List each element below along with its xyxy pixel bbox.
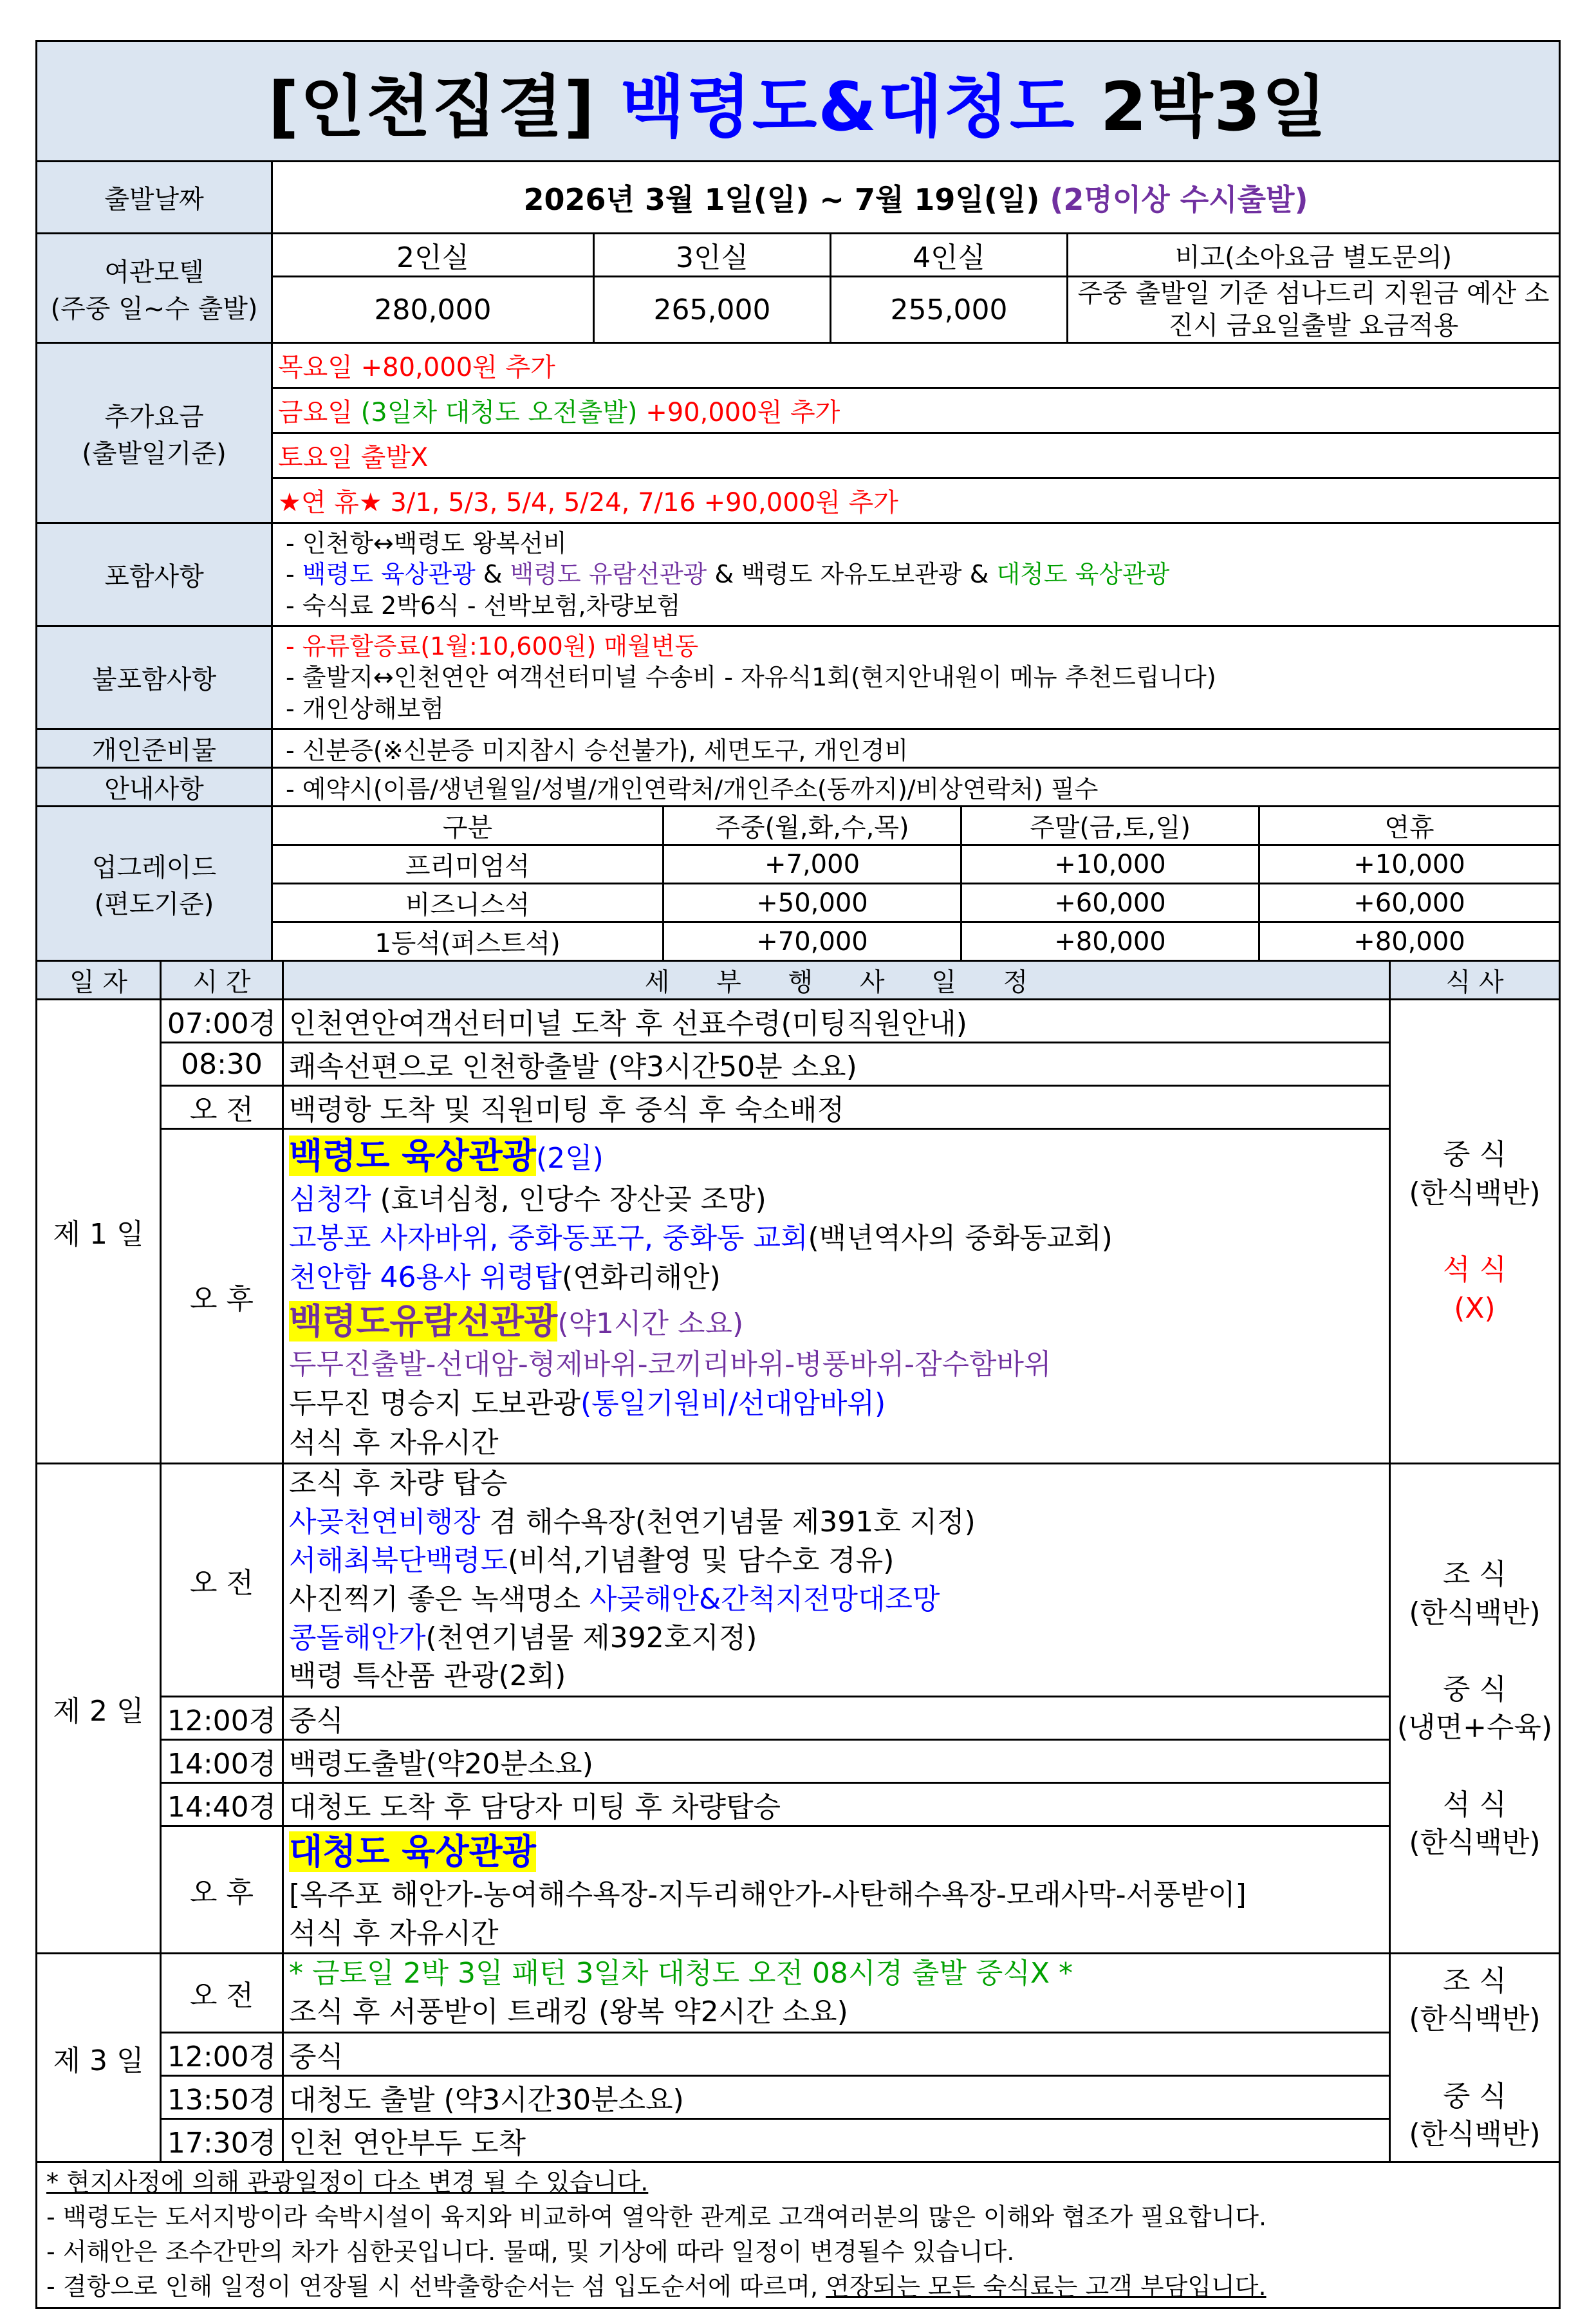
upgrade-price: +80,000 xyxy=(961,922,1259,961)
day3-morning: * 금토일 2박 3일 패턴 3일차 대청도 오전 08시경 출발 중식X * 조식 후 서풍받이 트래킹 (왕복 약2시간 소요) xyxy=(283,1954,1390,2033)
day3-meals: 조 식 (한식백반) 중 식 (한식백반) xyxy=(1390,1954,1560,2162)
price-2-value: 280,000 xyxy=(272,277,594,343)
day2-detail: 백령도출발(약20분소요) xyxy=(283,1740,1390,1783)
upgrade-label: 업그레이드 (편도기준) xyxy=(37,807,272,961)
schedule-header-detail: 세 부 행 사 일 정 xyxy=(283,961,1390,1000)
title-suffix: 2박3일 xyxy=(1100,68,1328,146)
included-label: 포함사항 xyxy=(37,523,272,626)
upgrade-header: 주중(월,화,수,목) xyxy=(663,807,961,845)
upgrade-price: +80,000 xyxy=(1259,922,1560,961)
day2-afternoon: 대청도 육상관광 [옥주포 해안가-농여해수욕장-지두리해안가-사탄해수욕장-모래사막-서풍받이] 석식 후 자유시간 xyxy=(283,1826,1390,1954)
page-title xyxy=(37,41,1560,162)
day1-time: 08:30 xyxy=(161,1043,283,1086)
schedule-header-meal: 식 사 xyxy=(1390,961,1560,1000)
title-prefix: [인천집결] xyxy=(268,68,596,146)
upgrade-price: +10,000 xyxy=(961,845,1259,884)
day3-time: 17:30경 xyxy=(161,2119,283,2162)
surcharge-thursday: 목요일 +80,000원 추가 xyxy=(272,343,1560,388)
surcharge-holiday: ★연 휴★ 3/1, 5/3, 5/4, 5/24, 7/16 +90,000원 추가 xyxy=(272,478,1560,523)
day2-time: 14:40경 xyxy=(161,1783,283,1826)
note-line: - 백령도는 도서지방이라 숙박시설이 육지와 비교하여 열악한 관계로 고객여러분의 많은 이해와 협조가 필요합니다. xyxy=(46,2203,1267,2232)
notes-table xyxy=(35,2161,1561,2309)
excluded-content: - 유류할증료(1월:10,600원) 매월변동 - 출발지↔인천연안 여객선터미널 수송비 - 자유식1회(현지안내원이 메뉴 추천드립니다) - 개인상해보험 xyxy=(272,626,1560,729)
day1-detail: 인천연안여객선터미널 도착 후 선표수령(미팅직원안내) xyxy=(283,1000,1390,1043)
day2-time: 12:00경 xyxy=(161,1697,283,1740)
price-remark: 주중 출발일 기준 섬나드리 지원금 예산 소진시 금요일출발 요금적용 xyxy=(1068,277,1560,343)
day2-label: 제 2 일 xyxy=(37,1464,161,1954)
price-col-4: 4인실 xyxy=(831,234,1068,277)
upgrade-price: +50,000 xyxy=(663,884,961,922)
day2-meals: 조 식 (한식백반) 중 식 (냉면+수육) 석 식 (한식백반) xyxy=(1390,1464,1560,1954)
upgrade-table xyxy=(35,805,1561,962)
day1-afternoon: 백령도 육상관광(2일) 심청각 (효녀심청, 인당수 장산곶 조망) 고봉포 사자바위, 중화동포구, 중화동 교회(백년역사의 중화동교회) 천안함 46용사 위령탑(연화리해안) 백령도유람선관광(약1시간 소요) 두무진출발-선대암-형제바위-코끼리바위-병풍바위-잠수함바위 두무진 명승지 도보관광(통일기원비/선대암바위) 석식 후 자유시간 xyxy=(283,1129,1390,1464)
upgrade-header: 연휴 xyxy=(1259,807,1560,845)
day1-detail: 쾌속선편으로 인천항출발 (약3시간50분 소요) xyxy=(283,1043,1390,1086)
upgrade-price: +60,000 xyxy=(1259,884,1560,922)
itinerary-sheet xyxy=(35,40,1561,2309)
day3-time: 12:00경 xyxy=(161,2033,283,2076)
upgrade-seat: 프리미엄석 xyxy=(272,845,663,884)
upgrade-header: 구분 xyxy=(272,807,663,845)
upgrade-price: +10,000 xyxy=(1259,845,1560,884)
note-line: * 현지사정에 의해 관광일정이 다소 변경 될 수 있습니다. xyxy=(46,2168,649,2197)
upgrade-price: +70,000 xyxy=(663,922,961,961)
price-4-value: 255,000 xyxy=(831,277,1068,343)
excluded-label: 불포함사항 xyxy=(37,626,272,729)
day1-label: 제 1 일 xyxy=(37,1000,161,1464)
departure-label: 출발날짜 xyxy=(37,162,272,234)
schedule-header-day: 일 자 xyxy=(37,961,161,1000)
upgrade-header: 주말(금,토,일) xyxy=(961,807,1259,845)
day1-time: 오 후 xyxy=(161,1129,283,1464)
day2-morning: 조식 후 차량 탑승 사곶천연비행장 겸 해수욕장(천연기념물 제391호 지정) 서해최북단백령도(비석,기념촬영 및 담수호 경유) 사진찍기 좋은 녹색명소 사곶해안&간척지전망대조망 콩돌해안가(천연기념물 제392호지정) 백령 특산품 관광(2회) xyxy=(283,1464,1390,1697)
day2-time: 오 전 xyxy=(161,1464,283,1697)
schedule-table xyxy=(35,960,1561,2163)
personal-label: 개인준비물 xyxy=(37,729,272,768)
day3-detail: 중식 xyxy=(283,2033,1390,2076)
guide-label: 안내사항 xyxy=(37,768,272,807)
day3-time: 13:50경 xyxy=(161,2076,283,2119)
price-3-value: 265,000 xyxy=(594,277,831,343)
day2-time: 14:00경 xyxy=(161,1740,283,1783)
personal-content: - 신분증(※신분증 미지참시 승선불가), 세면도구, 개인경비 xyxy=(272,729,1560,768)
surcharge-friday: 금요일 (3일차 대청도 오전출발) +90,000원 추가 xyxy=(272,388,1560,433)
day3-label: 제 3 일 xyxy=(37,1954,161,2162)
day1-detail: 백령항 도착 및 직원미팅 후 중식 후 숙소배정 xyxy=(283,1086,1390,1129)
note-line: - 서해안은 조수간만의 차가 심한곳입니다. 물때, 및 기상에 따라 일정이 변경될수 있습니다. xyxy=(46,2237,1015,2266)
schedule-header-time: 시 간 xyxy=(161,961,283,1000)
day3-detail: 인천 연안부두 도착 xyxy=(283,2119,1390,2162)
guide-content: - 예약시(이름/생년월일/성별/개인연락처/개인주소(동까지)/비상연락처) 필수 xyxy=(272,768,1560,807)
departure-dates: 2026년 3월 1일(일) ~ 7월 19일(일) (2명이상 수시출발) xyxy=(272,162,1560,234)
price-label: 여관모텔 (주중 일~수 출발) xyxy=(37,234,272,343)
upgrade-seat: 1등석(퍼스트석) xyxy=(272,922,663,961)
surcharge-label: 추가요금 (출발일기준) xyxy=(37,343,272,523)
notes-content xyxy=(37,2162,1560,2308)
day1-time: 07:00경 xyxy=(161,1000,283,1043)
included-content: - 인천항↔백령도 왕복선비 - 백령도 육상관광 & 백령도 유람선관광 & 백령도 자유도보관광 & 대청도 육상관광 - 숙식료 2박6식 - 선박보험,차량보험 xyxy=(272,523,1560,626)
day3-time: 오 전 xyxy=(161,1954,283,2033)
day2-detail: 대청도 도착 후 담당자 미팅 후 차량탑승 xyxy=(283,1783,1390,1826)
upgrade-seat: 비즈니스석 xyxy=(272,884,663,922)
upgrade-price: +60,000 xyxy=(961,884,1259,922)
upgrade-price: +7,000 xyxy=(663,845,961,884)
day2-detail: 중식 xyxy=(283,1697,1390,1740)
title-table xyxy=(35,40,1561,162)
surcharge-saturday: 토요일 출발X xyxy=(272,433,1560,478)
info-table xyxy=(35,160,1561,807)
note-line: - 결항으로 인해 일정이 연장될 시 선박출항순서는 섬 입도순서에 따르며, 연장되는 모든 숙식료는 고객 부담입니다. xyxy=(46,2272,1267,2301)
day1-meals: 중 식 (한식백반) 석 식 (X) xyxy=(1390,1000,1560,1464)
day1-time: 오 전 xyxy=(161,1086,283,1129)
title-main: 백령도&대청도 xyxy=(620,68,1076,146)
price-col-3: 3인실 xyxy=(594,234,831,277)
price-col-2: 2인실 xyxy=(272,234,594,277)
day2-time: 오 후 xyxy=(161,1826,283,1954)
price-col-remark: 비고(소아요금 별도문의) xyxy=(1068,234,1560,277)
day3-detail: 대청도 출발 (약3시간30분소요) xyxy=(283,2076,1390,2119)
departure-note: (2명이상 수시출발) xyxy=(1050,182,1308,217)
